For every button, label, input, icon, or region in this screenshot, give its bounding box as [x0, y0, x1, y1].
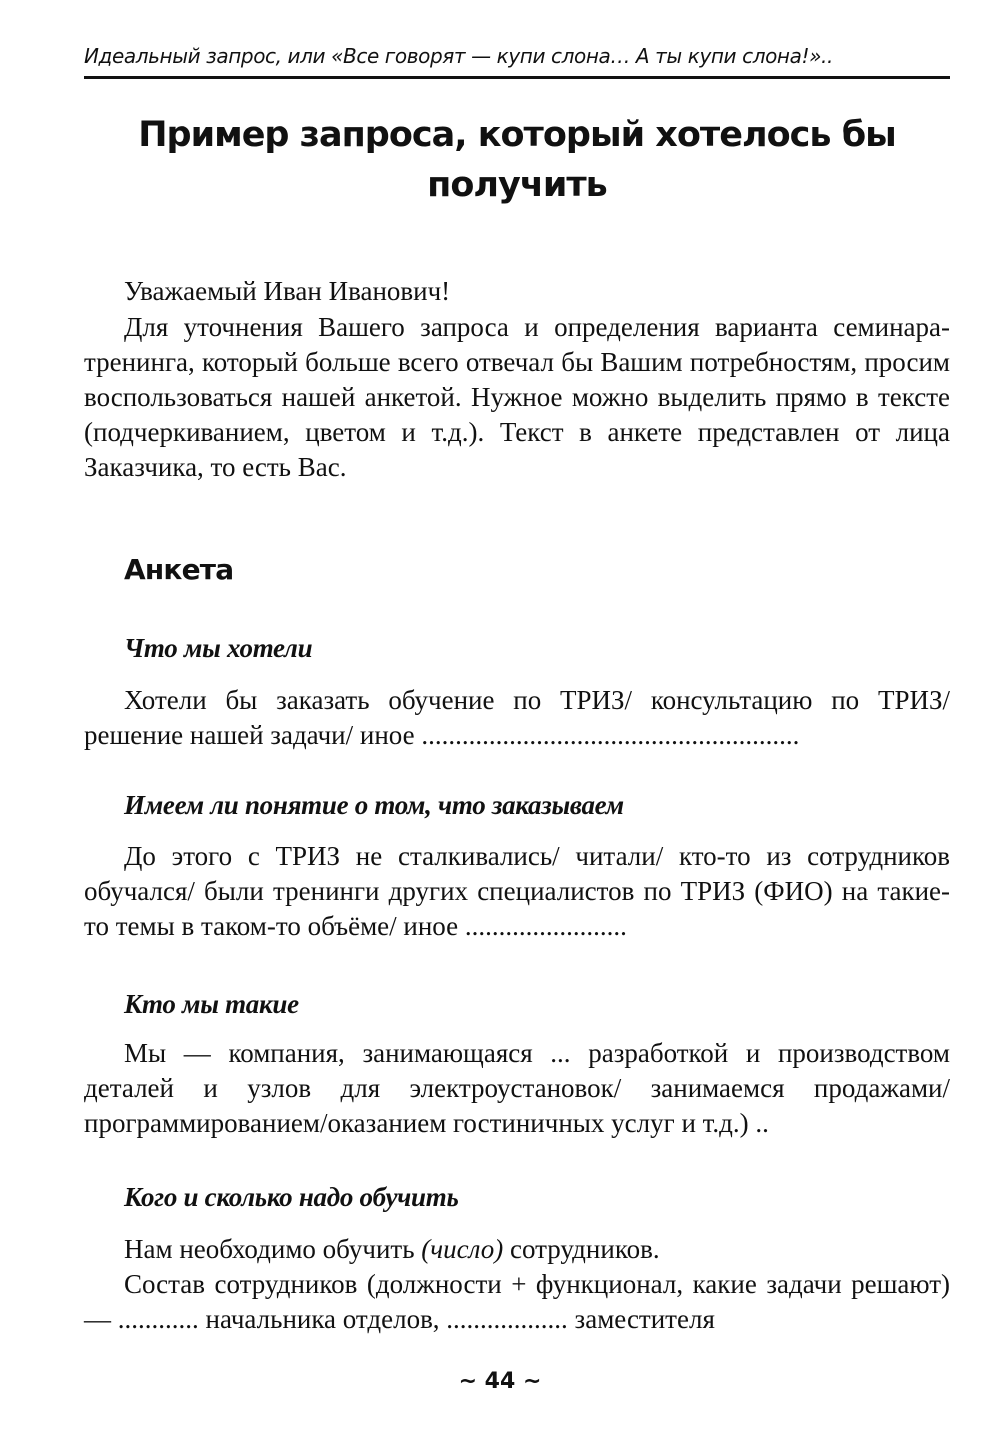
- q4-line1-after: сотрудников.: [503, 1234, 660, 1264]
- question-text-4-line2: Состав сотрудников (должности + функционал, какие задачи решают) — ............ начальника отделов, .................. заместителя: [84, 1269, 950, 1334]
- question-text-1: Хотели бы заказать обучение по ТРИЗ/ консультацию по ТРИЗ/ решение нашей задачи/ иное ........................................................: [84, 685, 950, 750]
- question-text-2: До этого с ТРИЗ не сталкивались/ читали/ кто-то из сотрудников обучался/ были тренинги других специалистов по ТРИЗ (ФИО) на такие-то темы в таком-то объёме/ иное ........................: [84, 841, 950, 941]
- question-heading-2: Имеем ли понятие о том, что заказываем: [124, 790, 624, 820]
- question-heading-4: Кого и сколько надо обучить: [124, 1182, 459, 1212]
- page-title-text: Пример запроса, который хотелось бы получить: [138, 115, 896, 205]
- question-text-3: Мы — компания, занимающаяся ... разработкой и производством деталей и узлов для электроустановок/ занимаемся продажами/программированием/оказанием гостиничных услуг и т.д.) ..: [84, 1038, 950, 1138]
- page-title: [84, 110, 950, 210]
- header-rule: [84, 76, 950, 79]
- intro-paragraph-block: [84, 310, 950, 485]
- section-title: Анкета: [124, 553, 234, 586]
- intro-paragraph: Для уточнения Вашего запроса и определения варианта семинара-тренинга, который больше всего отвечал бы Вашим потребностям, просим воспользоваться нашей анкетой. Нужное можно выделить прямо в тексте (подчеркиванием, цветом и т.д.). Текст в анкете представлен от лица Заказчика, то есть Вас.: [84, 312, 950, 482]
- question-text-4-block: [84, 1232, 950, 1337]
- running-header: Идеальный запрос, или «Все говорят — купи слона… А ты купи слона!»..: [84, 44, 833, 68]
- question-heading-3: Кто мы такие: [124, 989, 299, 1019]
- question-text-1-block: [84, 683, 950, 753]
- greeting: Уважаемый Иван Иванович!: [124, 276, 451, 306]
- q4-line1-em: (число): [421, 1234, 504, 1264]
- question-heading-1: Что мы хотели: [124, 633, 313, 663]
- question-text-3-block: [84, 1036, 950, 1141]
- question-text-4-line1: [84, 1232, 950, 1267]
- question-text-2-block: [84, 839, 950, 944]
- q4-line1-before: Нам необходимо обучить: [124, 1234, 422, 1264]
- page-number: ~ 44 ~: [458, 1369, 542, 1394]
